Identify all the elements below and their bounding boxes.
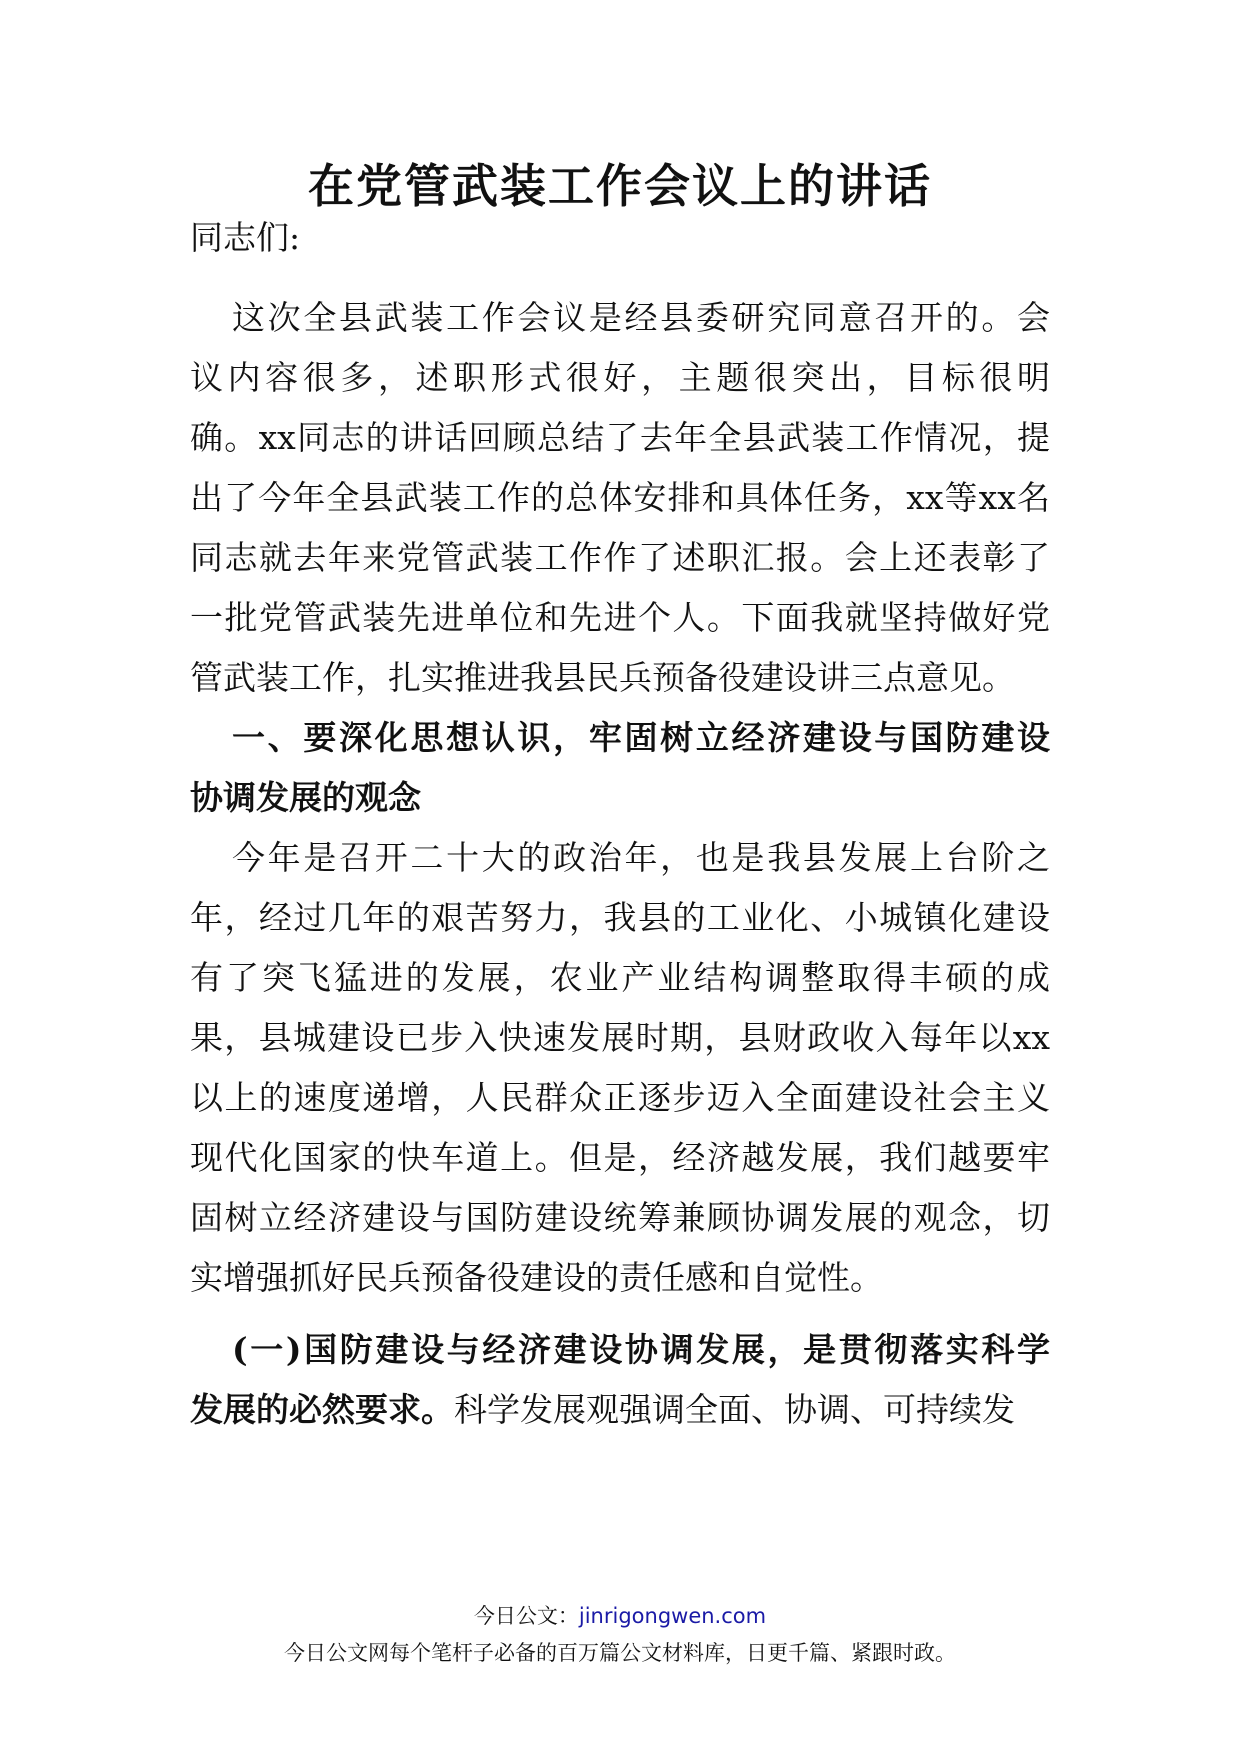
- paragraph-text: 科学发展观强调全面、协调、可持续发: [454, 1390, 1015, 1429]
- footer-site-link[interactable]: jinrigongwen.com: [578, 1604, 767, 1628]
- paragraph-line: [190, 1390, 1050, 1430]
- footer-site-label: 今日公文：: [473, 1604, 579, 1628]
- paragraph-line: 固树立经济建设与国防建设统筹兼顾协调发展的观念，切: [190, 1198, 1050, 1237]
- subsection-heading: (一)国防建设与经济建设协调发展，是贯彻落实科学: [232, 1330, 1050, 1369]
- greeting: 同志们:: [190, 218, 301, 257]
- paragraph-line: 实增强抓好民兵预备役建设的责任感和自觉性。: [190, 1258, 883, 1297]
- document-title: 在党管武装工作会议上的讲话: [308, 159, 932, 213]
- paragraph-line: 现代化国家的快车道上。但是，经济越发展，我们越要牢: [190, 1138, 1050, 1177]
- paragraph-line: 同志就去年来党管武装工作作了述职汇报。会上还表彰了: [190, 538, 1050, 577]
- paragraph-line: 管武装工作，扎实推进我县民兵预备役建设讲三点意见。: [190, 658, 1015, 697]
- paragraph-line: 以上的速度递增，人民群众正逐步迈入全面建设社会主义: [190, 1078, 1050, 1117]
- paragraph-line: 有了突飞猛进的发展，农业产业结构调整取得丰硕的成: [190, 958, 1050, 997]
- subsection-heading-continued: 发展的必然要求。: [190, 1390, 454, 1429]
- paragraph-line: 一批党管武装先进单位和先进个人。下面我就坚持做好党: [190, 598, 1050, 637]
- paragraph-line: 议内容很多，述职形式很好，主题很突出，目标很明: [190, 358, 1050, 397]
- paragraph-line: 确。xx同志的讲话回顾总结了去年全县武装工作情况，提: [190, 418, 1050, 457]
- paragraph-line: 年，经过几年的艰苦努力，我县的工业化、小城镇化建设: [190, 898, 1050, 937]
- section-heading: 一、要深化思想认识，牢固树立经济建设与国防建设: [232, 718, 1050, 757]
- paragraph-line: 今年是召开二十大的政治年，也是我县发展上台阶之: [232, 838, 1050, 877]
- paragraph-line: 出了今年全县武装工作的总体安排和具体任务，xx等xx名: [190, 478, 1050, 517]
- section-heading: 协调发展的观念: [190, 778, 421, 817]
- paragraph-line: 果，县城建设已步入快速发展时期，县财政收入每年以xx: [190, 1018, 1050, 1057]
- paragraph-line: 这次全县武装工作会议是经县委研究同意召开的。会: [232, 298, 1050, 337]
- footer-source: [0, 1600, 1240, 1630]
- footer-tagline: 今日公文网每个笔杆子必备的百万篇公文材料库，日更千篇、紧跟时政。: [284, 1641, 956, 1665]
